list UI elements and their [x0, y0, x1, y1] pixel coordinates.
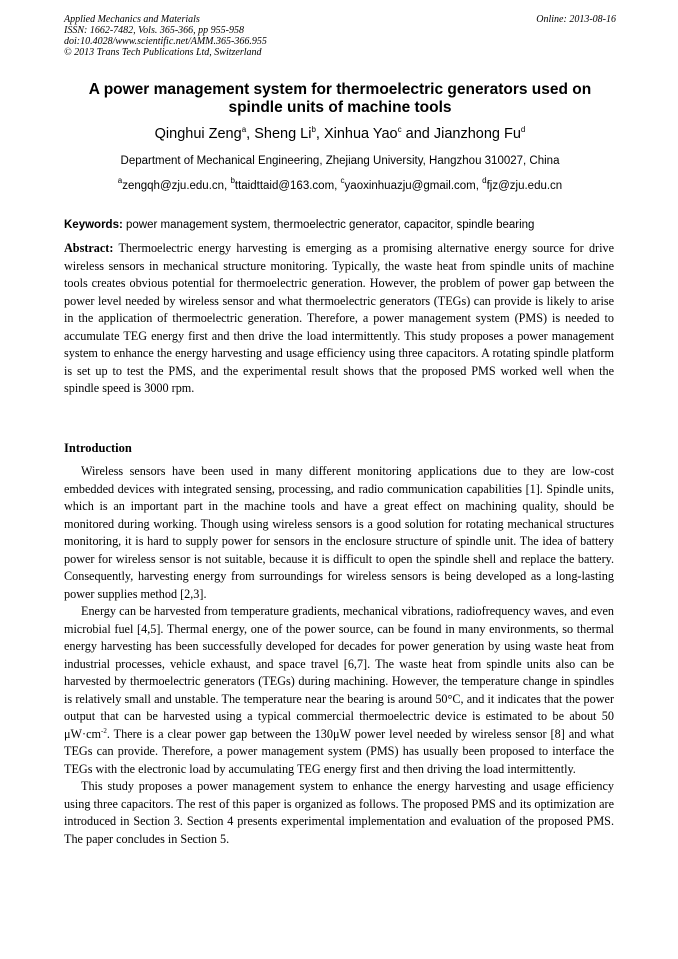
paragraph-text: . There is a clear power gap between the 130μW power level needed by wireless sensor [8] and what TEGs can provide. Therefore, a power management system (PMS) has usually been proposed to interface the TEGs with the electronic load by accumulating TEG energy first and then driving the load intermittently. — [64, 726, 614, 776]
online-date: Online: 2013-08-16 — [536, 14, 616, 25]
abstract — [64, 240, 614, 398]
paragraph: This study proposes a power management system to enhance the energy harvesting and usage efficiency using three capacitors. The rest of this paper is organized as follows. The proposed PMS and its optimization are introduced in Section 3. Section 4 presents experimental implementation and evaluation of the proposed PMS. The paper concludes in Section 5. — [64, 779, 614, 846]
email-link[interactable]: zengqh@zju.edu.cn — [122, 180, 225, 192]
keywords — [64, 218, 624, 232]
author-list — [64, 125, 616, 143]
author-name: Xinhua Yao — [323, 126, 398, 142]
affiliation: Department of Mechanical Engineering, Zhejiang University, Hangzhou 310027, China — [120, 155, 560, 167]
journal-doi: doi:10.4028/www.scientific.net/AMM.365-366.955 — [64, 36, 267, 47]
author-mark: a — [241, 125, 247, 134]
email-mark: d — [482, 176, 487, 185]
paragraph: Wireless sensors have been used in many different monitoring applications due to they are low-cost embedded devices with integrated sensing, processing, and radio communication capabilities [1]. Spindle units, which is an important part in the machine tools and have a great effect on machining quality, should be monitored during working. Though using wireless sensors is a good solution for rotating mechanical structures monitoring, it is hard to supply power for sensors in the enclosure structure of spindle unit. The idea of battery power for wireless sensor is not suitable, because it is difficult to open the spindle shell and replace the battery. Consequently, harvesting energy from surroundings for wireless sensors is being developed as a long-lasting power supplies method [2,3]. — [64, 464, 614, 601]
email-link[interactable]: fjz@zju.edu.cn — [486, 180, 563, 192]
unit-exponent: -2 — [101, 726, 107, 735]
author-separator: , — [246, 126, 255, 142]
journal-header — [64, 14, 616, 58]
journal-name: Applied Mechanics and Materials — [64, 14, 200, 25]
author-name: Jianzhong Fu — [433, 126, 521, 142]
paper-title: A power management system for thermoelectric generators used on spindle units of machine tools — [88, 81, 592, 116]
author-mark: c — [397, 125, 402, 134]
author-mark: b — [311, 125, 316, 134]
email-separator: , — [334, 180, 341, 192]
paragraph-text: Energy can be harvested from temperature gradients, mechanical vibrations, radiofrequency waves, and even microbial fuel [4,5]. Thermal energy, one of the power source, can be found in many environments, so thermal energy harvesting has been successfully developed for decades for power generation by using waste heat from industrial processes, vehicle exhaust, and space travel [6,7]. The waste heat from spindle units also can be harvested by thermoelectric generators (TEGs) during machining. However, the temperature change in spindles is relatively small and unstable. The temperature near the bearing is around 50°C, and it indicates that the power output that can be harvested using a typical commercial thermoelectric device is estimated to be about 50 μW·cm — [64, 604, 614, 741]
author-name: Sheng Li — [254, 126, 312, 142]
abstract-label: Abstract: — [64, 241, 114, 255]
keywords-label: Keywords: — [64, 219, 123, 231]
section-heading-introduction: Introduction — [64, 441, 132, 455]
introduction-body — [64, 463, 614, 848]
email-mark: c — [340, 176, 345, 185]
paragraph — [64, 603, 614, 778]
email-separator: , — [224, 180, 231, 192]
author-name: Qinghui Zeng — [154, 126, 242, 142]
author-separator: and — [401, 126, 434, 142]
journal-copyright: © 2013 Trans Tech Publications Ltd, Switzerland — [64, 47, 262, 58]
author-mark: d — [520, 125, 526, 134]
keywords-text: power management system, thermoelectric generator, capacitor, spindle bearing — [122, 219, 535, 231]
email-link[interactable]: yaoxinhuazju@gmail.com — [344, 180, 476, 192]
email-mark: a — [117, 176, 123, 185]
email-separator: , — [475, 180, 483, 192]
abstract-text: Thermoelectric energy harvesting is emerging as a promising alternative energy source for drive wireless sensors in mechanical structure monitoring. Typically, the waste heat from spindle units of machine tools creates obvious potential for thermoelectric generation. However, the problem of power gap between the power level needed by wireless sensor and what thermoelectric generators (TEGs) can provide is likely to arise in the application of thermoelectric generation. Therefore, a power management system (PMS) is needed to accumulate TEG energy first and then drive the load intermittently. This study proposes a power management system to enhance the energy harvesting and usage efficiency using three capacitors. A rotating spindle platform is set up to test the PMS, and the experimental result shows that the proposed PMS worked well when the spindle speed is 3000 rpm. — [64, 241, 614, 395]
journal-issn: ISSN: 1662-7482, Vols. 365-366, pp 955-958 — [64, 25, 244, 36]
email-list — [64, 176, 616, 193]
author-separator: , — [315, 126, 324, 142]
email-link[interactable]: ttaidttaid@163.com — [234, 180, 335, 192]
email-mark: b — [230, 176, 235, 185]
